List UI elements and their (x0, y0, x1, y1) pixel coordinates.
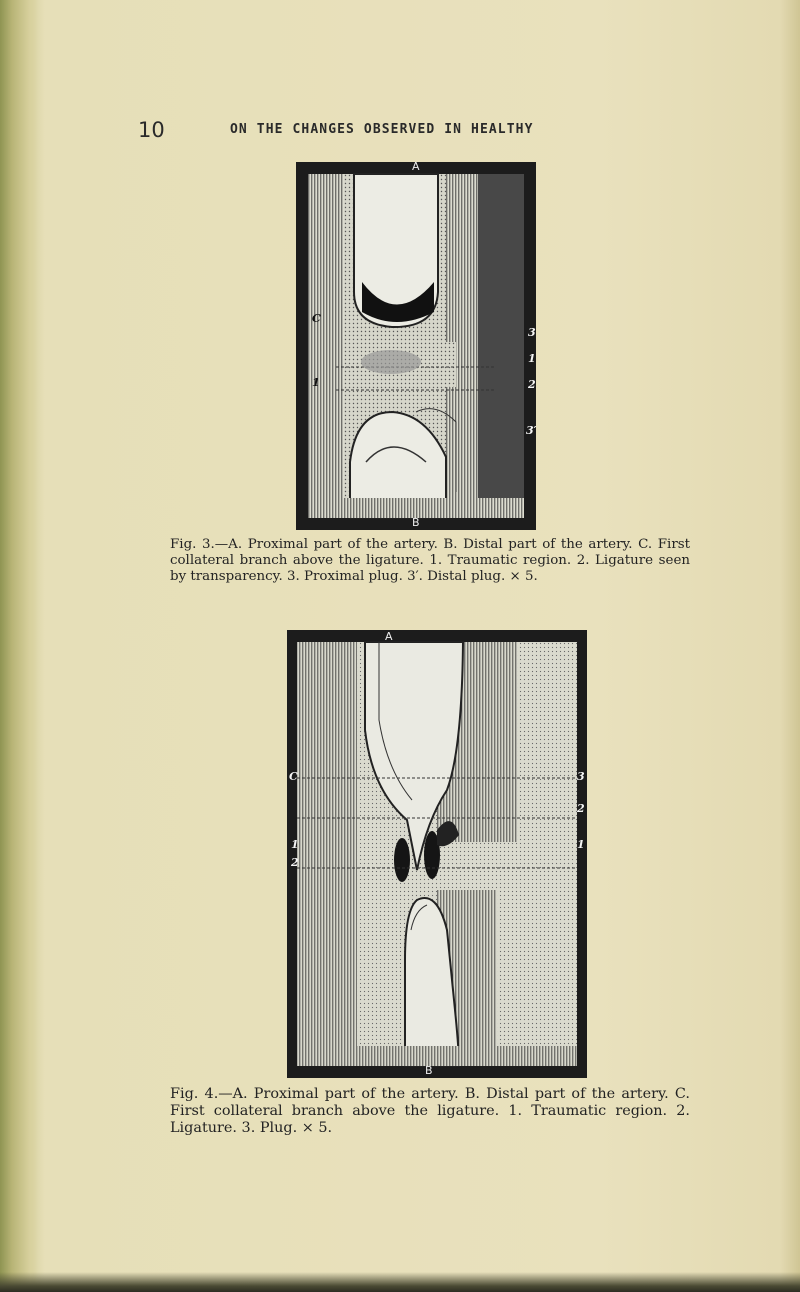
figure-3-label-a: A (412, 160, 420, 173)
figure-3-label-3prime-right: 3′ (526, 424, 537, 437)
figure-4-caption-text: Fig. 4.—A. Proximal part of the artery. B. Distal part of the artery. C. First collateral branch above the ligature. 1. Traumatic region. 2. Ligature. 3. Plug. × 5. (170, 1086, 690, 1136)
figure-3-label-1-right: 1 (528, 352, 536, 365)
figure-4-label-c: C (289, 770, 298, 783)
figure-4-label-2-left: 2 (291, 856, 299, 869)
book-spine-shadow (0, 0, 38, 1292)
figure-3-label-3-right: 3 (528, 326, 536, 339)
figure-3-illustration (296, 162, 536, 530)
figure-4-caption (170, 1086, 690, 1137)
page-number: 10 (138, 118, 165, 142)
figure-3-label-2-right: 2 (528, 378, 536, 391)
page-bottom-edge (0, 1272, 800, 1292)
figure-4-label-2-right: 2 (577, 802, 585, 815)
figure-3-caption-text: Fig. 3.—A. Proximal part of the artery. B. Distal part of the artery. C. First collateral branch above the ligature. 1. Traumatic region. 2. Ligature seen by transparency. 3. Proximal plug. 3′. Distal plug. × 5. (170, 537, 690, 584)
figure-4-illustration (287, 630, 587, 1078)
figure-4-label-1-right: 1 (577, 838, 585, 851)
figure-3-label-1-left: 1 (312, 376, 320, 389)
figure-3-caption (170, 537, 690, 585)
figure-3-label-c: C (312, 312, 321, 325)
figure-3-label-b: B (412, 516, 420, 529)
figure-4-label-a: A (385, 630, 393, 643)
page-header (0, 118, 800, 142)
figure-4-label-3-right: 3 (577, 770, 585, 783)
figure-4-label-1-left: 1 (291, 838, 299, 851)
running-head: ON THE CHANGES OBSERVED IN HEALTHY (230, 122, 534, 137)
figure-4-label-b: B (425, 1064, 433, 1077)
